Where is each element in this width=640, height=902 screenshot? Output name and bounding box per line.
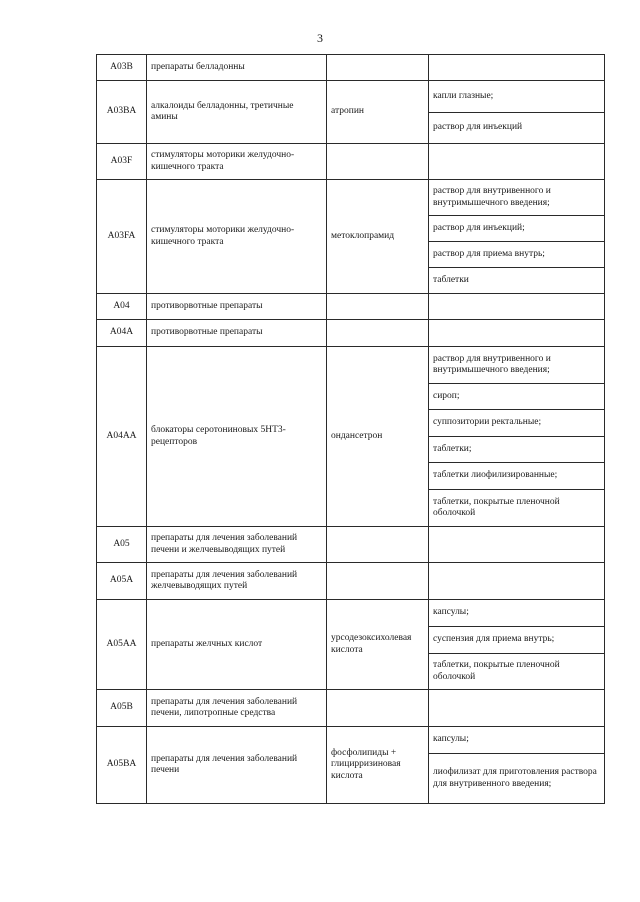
atc-code: A05B	[97, 690, 147, 727]
dosage-form: таблетки;	[429, 437, 605, 463]
drug-name: урсодезоксихолевая кислота	[327, 600, 429, 690]
dosage-form	[429, 690, 605, 727]
dosage-form: раствор для приема внутрь;	[429, 242, 605, 268]
dosage-form	[429, 294, 605, 320]
dosage-form: таблетки	[429, 268, 605, 294]
table-row	[97, 55, 605, 81]
page-number: 3	[317, 31, 323, 45]
table-row	[97, 727, 605, 754]
dosage-form: капсулы;	[429, 600, 605, 627]
drug-name: метоклопрамид	[327, 180, 429, 294]
table-row	[97, 144, 605, 180]
dosage-form: лиофилизат для приготовления раствора для внутривенного введения;	[429, 754, 605, 804]
dosage-form: сироп;	[429, 384, 605, 410]
atc-code: A03B	[97, 55, 147, 81]
table-row	[97, 81, 605, 113]
group-name: противорвотные препараты	[147, 320, 327, 347]
dosage-form	[429, 320, 605, 347]
group-name: стимуляторы моторики желудочно-кишечного тракта	[147, 144, 327, 180]
drug-name	[327, 527, 429, 563]
table-row	[97, 690, 605, 727]
dosage-form: таблетки лиофилизированные;	[429, 463, 605, 490]
dosage-form: капли глазные;	[429, 81, 605, 113]
group-name: стимуляторы моторики желудочно-кишечного тракта	[147, 180, 327, 294]
group-name: препараты для лечения заболеваний печени и желчевыводящих путей	[147, 527, 327, 563]
group-name: противорвотные препараты	[147, 294, 327, 320]
drug-name	[327, 294, 429, 320]
group-name: алкалоиды белладонны, третичные амины	[147, 81, 327, 144]
dosage-form	[429, 144, 605, 180]
drug-name	[327, 690, 429, 727]
table-row	[97, 180, 605, 216]
table-row	[97, 600, 605, 627]
drug-classification-table	[96, 54, 605, 804]
group-name: препараты для лечения заболеваний печени, липотропные средства	[147, 690, 327, 727]
group-name: препараты для лечения заболеваний желчевыводящих путей	[147, 563, 327, 600]
dosage-form	[429, 55, 605, 81]
dosage-form: раствор для внутривенного и внутримышечного введения;	[429, 347, 605, 384]
dosage-form: суспензия для приема внутрь;	[429, 627, 605, 654]
atc-code: A03BA	[97, 81, 147, 144]
atc-code: A04A	[97, 320, 147, 347]
atc-code: A05	[97, 527, 147, 563]
drug-name	[327, 320, 429, 347]
dosage-form: раствор для внутривенного и внутримышечного введения;	[429, 180, 605, 216]
atc-code: A04	[97, 294, 147, 320]
group-name: препараты желчных кислот	[147, 600, 327, 690]
dosage-form: раствор для инъекций;	[429, 216, 605, 242]
atc-code: A03F	[97, 144, 147, 180]
table-row	[97, 347, 605, 384]
dosage-form: суппозитории ректальные;	[429, 410, 605, 437]
group-name: блокаторы серотониновых 5HT3-рецепторов	[147, 347, 327, 527]
drug-name: атропин	[327, 81, 429, 144]
table-row	[97, 563, 605, 600]
table-row	[97, 294, 605, 320]
dosage-form	[429, 563, 605, 600]
dosage-form: капсулы;	[429, 727, 605, 754]
atc-code: A04AA	[97, 347, 147, 527]
group-name: препараты для лечения заболеваний печени	[147, 727, 327, 804]
dosage-form: таблетки, покрытые пленочной оболочкой	[429, 490, 605, 527]
dosage-form	[429, 527, 605, 563]
atc-code: A05A	[97, 563, 147, 600]
drug-name: ондансетрон	[327, 347, 429, 527]
table-row	[97, 527, 605, 563]
atc-code: A05AA	[97, 600, 147, 690]
group-name: препараты белладонны	[147, 55, 327, 81]
drug-name	[327, 144, 429, 180]
dosage-form: таблетки, покрытые пленочной оболочкой	[429, 654, 605, 690]
drug-name: фосфолипиды + глицирризиновая кислота	[327, 727, 429, 804]
atc-code: A03FA	[97, 180, 147, 294]
dosage-form: раствор для инъекций	[429, 113, 605, 144]
table-row	[97, 320, 605, 347]
drug-name	[327, 563, 429, 600]
drug-name	[327, 55, 429, 81]
atc-code: A05BA	[97, 727, 147, 804]
